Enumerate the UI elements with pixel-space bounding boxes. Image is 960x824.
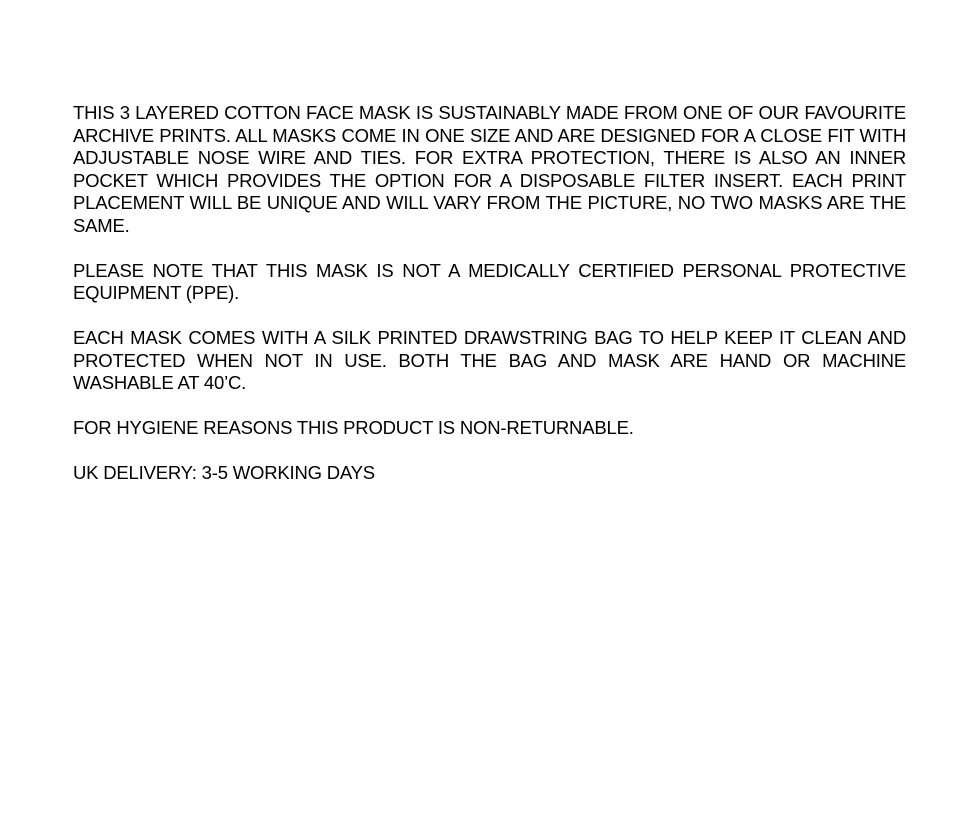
description-paragraph-returns: FOR HYGIENE REASONS THIS PRODUCT IS NON-RETURNABLE.	[73, 417, 634, 438]
product-description	[73, 102, 906, 485]
description-paragraph-delivery: UK DELIVERY: 3-5 WORKING DAYS	[73, 462, 375, 483]
description-paragraph-drawstring-bag: EACH MASK COMES WITH A SILK PRINTED DRAWSTRING BAG TO HELP KEEP IT CLEAN AND PROTECTED WHEN NOT IN USE. BOTH THE BAG AND MASK ARE HAND OR MACHINE WASHABLE AT 40’C.	[73, 327, 906, 393]
description-paragraph-materials: THIS 3 LAYERED COTTON FACE MASK IS SUSTAINABLY MADE FROM ONE OF OUR FAVOURITE ARCHIVE PRINTS. ALL MASKS COME IN ONE SIZE AND ARE DESIGNED FOR A CLOSE FIT WITH ADJUSTABLE NOSE WIRE AND TIES. FOR EXTRA PROTECTION, THERE IS ALSO AN INNER POCKET WHICH PROVIDES THE OPTION FOR A DISPOSABLE FILTER INSERT. EACH PRINT PLACEMENT WILL BE UNIQUE AND WILL VARY FROM THE PICTURE, NO TWO MASKS ARE THE SAME.	[73, 102, 906, 236]
description-paragraph-ppe-notice: PLEASE NOTE THAT THIS MASK IS NOT A MEDICALLY CERTIFIED PERSONAL PROTECTIVE EQUIPMENT (PPE).	[73, 259, 906, 303]
